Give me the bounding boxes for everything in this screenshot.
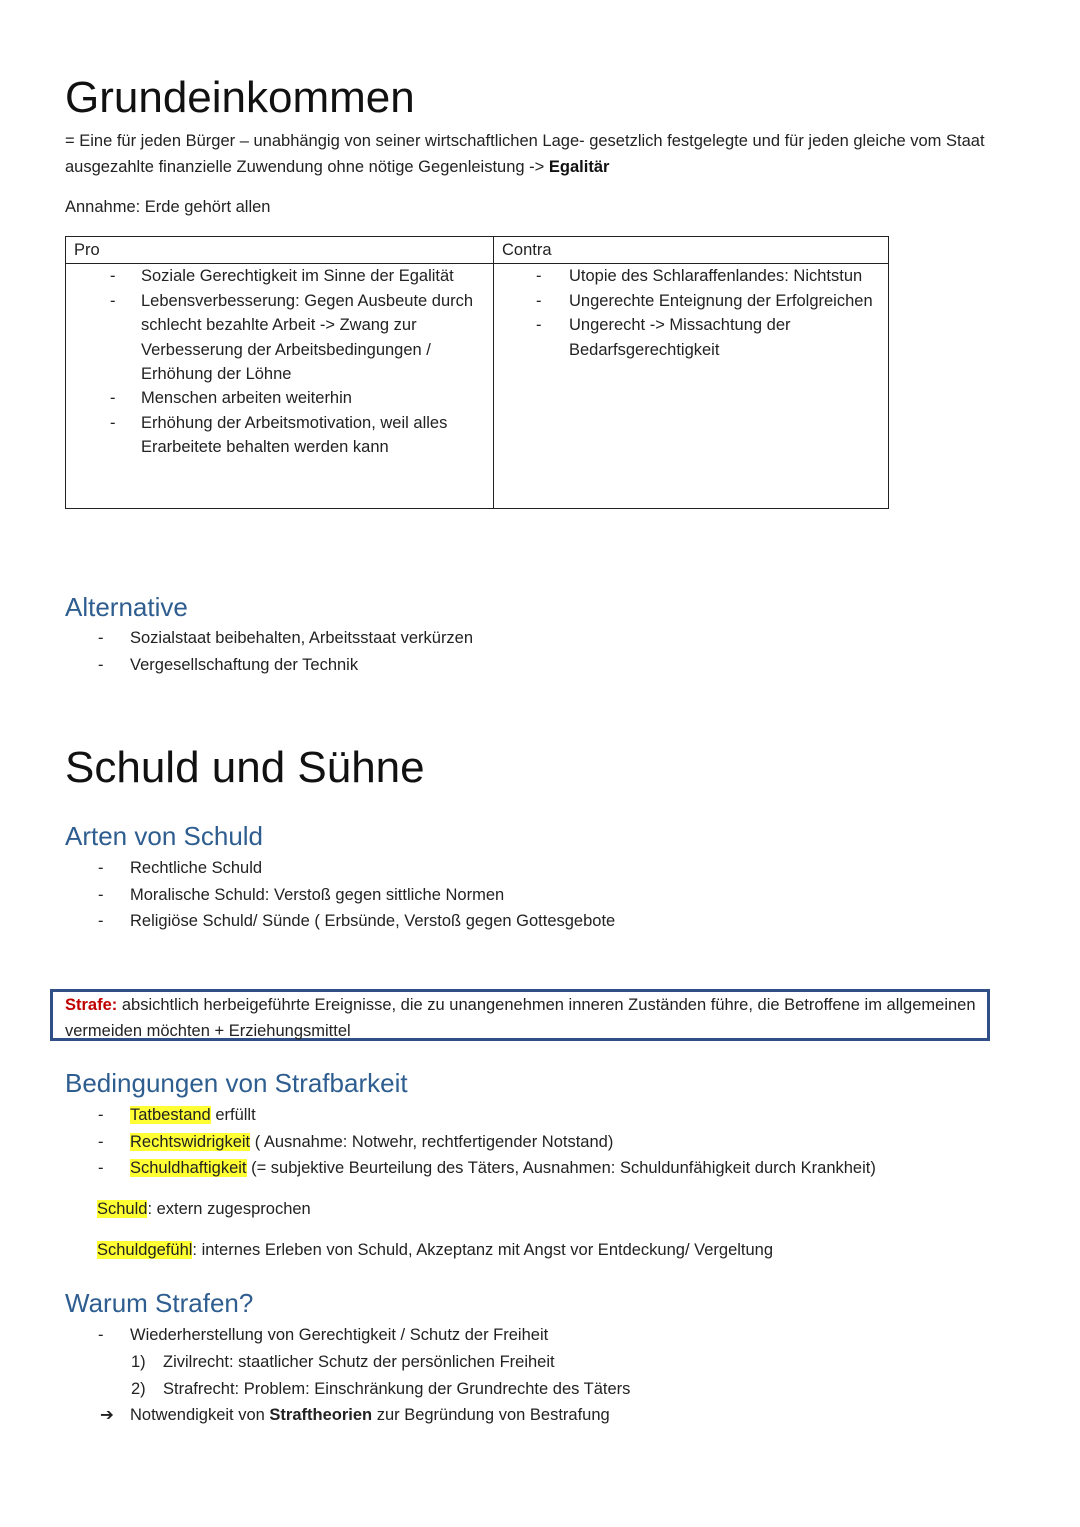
pro-header: Pro	[66, 237, 494, 264]
definition-bold: Egalitär	[548, 158, 610, 176]
item-number: 1)	[131, 1353, 146, 1371]
item-number: 2)	[131, 1379, 146, 1398]
definition-paragraph	[65, 128, 1015, 180]
pro-cell	[66, 264, 494, 509]
strafe-definition-box	[50, 989, 990, 1041]
list-item	[96, 1102, 876, 1129]
numbered-list	[131, 1349, 630, 1402]
warum-list	[96, 1322, 548, 1349]
definition-text: = Eine für jeden Bürger – unabhängig von seiner wirtschaftlichen Lage- gesetzlich festgelegte und für jeden gleiche vom Staat ausgezahlte finanzielle Zuwendung ohne nötige Gegenleistung ->	[65, 132, 985, 176]
contra-item: - Ungerechte Enteignung der Erfolgreichen	[494, 289, 880, 313]
highlight-term: Tatbestand	[130, 1106, 211, 1124]
highlight-term: Schuldgefühl	[97, 1241, 193, 1259]
strafe-text: absichtlich herbeigeführte Ereignisse, die zu unangenehmen inneren Zuständen führe, die Betroffene im allgemeinen vermeiden möchten + Erziehungsmittel	[65, 996, 976, 1040]
numbered-item	[131, 1376, 630, 1403]
highlight-term: Schuldhaftigkeit	[130, 1159, 247, 1177]
pro-item: - Erhöhung der Arbeitsmotivation, weil alles Erarbeitete behalten werden kann	[66, 411, 485, 460]
strafe-term: Strafe:	[65, 996, 118, 1014]
highlight-term: Schuld	[97, 1200, 148, 1218]
pro-item: - Menschen arbeiten weiterhin	[66, 386, 485, 410]
list-item: - Wiederherstellung von Gerechtigkeit / Schutz der Freiheit	[96, 1322, 548, 1349]
pro-list	[66, 264, 485, 459]
item-text: : extern zugesprochen	[147, 1200, 311, 1218]
item-text: zur Begründung von Bestrafung	[372, 1406, 610, 1424]
list-item: - Moralische Schuld: Verstoß gegen sittliche Normen	[96, 882, 615, 909]
alternative-list	[96, 625, 473, 678]
arten-list	[96, 855, 615, 935]
contra-item: - Utopie des Schlaraffenlandes: Nichtstun	[494, 264, 880, 288]
item-text: : internes Erleben von Schuld, Akzeptanz mit Angst vor Entdeckung/ Vergeltung	[192, 1241, 774, 1259]
pro-item: - Soziale Gerechtigkeit im Sinne der Egalität	[66, 264, 485, 288]
item-text: Zivilrecht: staatlicher Schutz der persönlichen Freiheit	[163, 1353, 555, 1371]
bold-term: Straftheorien	[269, 1406, 373, 1424]
numbered-item	[131, 1349, 630, 1376]
list-item: - Religiöse Schuld/ Sünde ( Erbsünde, Verstoß gegen Gottesgebote	[96, 908, 615, 935]
bedingungen-list	[96, 1102, 876, 1182]
schuldgefuehl-definition	[97, 1237, 773, 1263]
item-text: erfüllt	[210, 1106, 256, 1124]
pro-item: - Lebensverbesserung: Gegen Ausbeute durch schlecht bezahlte Arbeit -> Zwang zur Verbesserung der Arbeitsbedingungen / Erhöhung der Löhne	[66, 289, 485, 387]
conclusion-line	[64, 1402, 1080, 1429]
heading-arten-von-schuld: Arten von Schuld	[65, 821, 264, 851]
item-text: Strafrecht: Problem: Einschränkung der Grundrechte des Täters	[163, 1379, 631, 1398]
contra-item: - Ungerecht -> Missachtung der Bedarfsgerechtigkeit	[494, 313, 880, 362]
heading-alternative: Alternative	[65, 592, 188, 622]
title-grundeinkommen: Grundeinkommen	[65, 73, 415, 122]
list-item: - Rechtliche Schuld	[96, 855, 615, 882]
heading-warum-strafen: Warum Strafen?	[65, 1288, 254, 1318]
list-item: - Vergesellschaftung der Technik	[96, 652, 473, 679]
list-item: - Sozialstaat beibehalten, Arbeitsstaat verkürzen	[96, 625, 473, 652]
list-item	[96, 1129, 876, 1156]
list-item	[96, 1155, 876, 1182]
item-text: Notwendigkeit von	[130, 1406, 270, 1424]
title-schuld-und-suehne: Schuld und Sühne	[65, 743, 425, 792]
pro-contra-table	[65, 236, 889, 509]
contra-cell	[494, 264, 889, 509]
arrow-right-icon: ➔	[100, 1406, 114, 1424]
assumption-text: Annahme: Erde gehört allen	[65, 198, 271, 216]
contra-list	[494, 264, 880, 362]
item-text: (= subjektive Beurteilung des Täters, Ausnahmen: Schuldunfähigkeit durch Krankheit)	[246, 1159, 876, 1177]
item-text: ( Ausnahme: Notwehr, rechtfertigender Notstand)	[250, 1132, 614, 1151]
contra-header: Contra	[494, 237, 889, 264]
highlight-term: Rechtswidrigkeit	[130, 1132, 251, 1151]
heading-bedingungen: Bedingungen von Strafbarkeit	[65, 1068, 408, 1098]
schuld-definition	[97, 1196, 311, 1222]
